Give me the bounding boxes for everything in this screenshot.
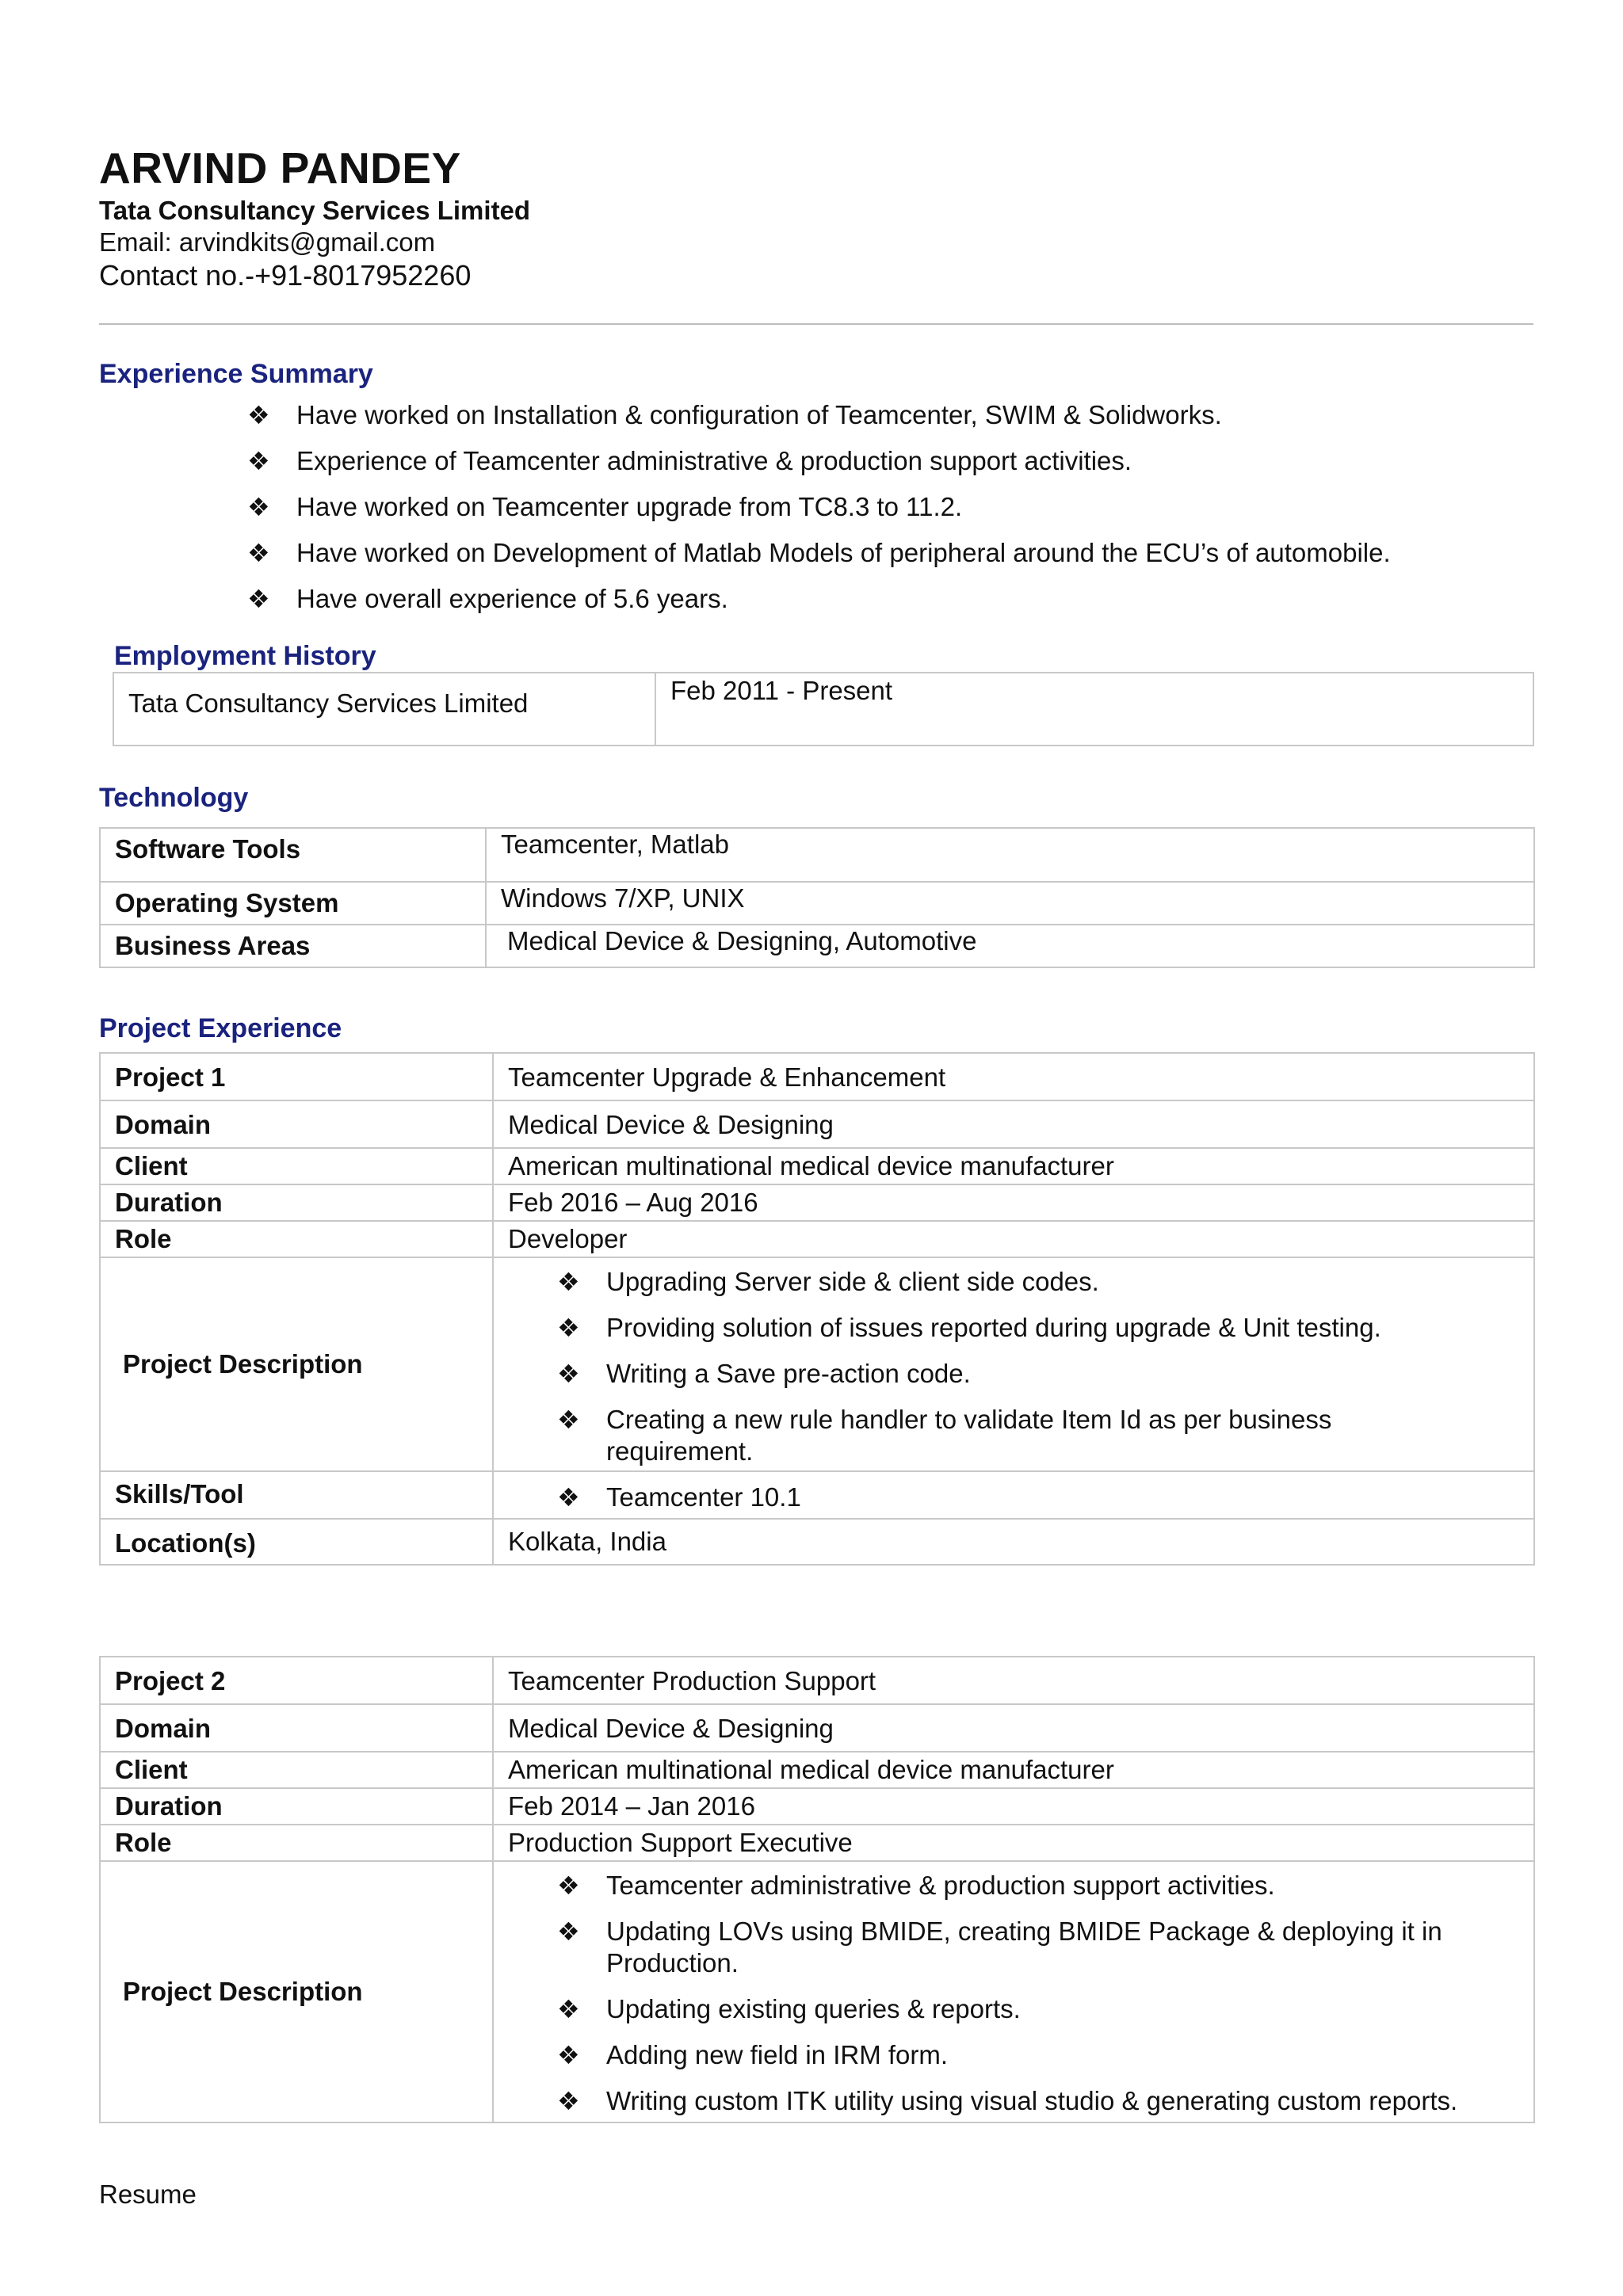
technology-label: Operating System [100,882,486,925]
table-row: Client American multinational medical device manufacturer [100,1148,1534,1184]
list-item: ❖ Updating existing queries & reports. [557,1994,1021,2023]
diamond-bullet-icon: ❖ [557,1268,580,1296]
technology-value: Medical Device & Designing, Automotive [486,925,1534,967]
list-item: ❖ Have worked on Teamcenter upgrade from TC8.3 to 11.2. [247,492,963,521]
email-line: Email: arvindkits@gmail.com [99,227,436,257]
table-row: Domain Medical Device & Designing [100,1100,1534,1148]
project-experience-title: Project Experience [99,1013,342,1043]
table-row: Duration Feb 2016 – Aug 2016 [100,1184,1534,1221]
list-item: ❖ Creating a new rule handler to validate Item Id as per business requirement. [557,1405,1332,1466]
list-item: ❖ Writing custom ITK utility using visual studio & generating custom reports. [557,2086,1458,2115]
project-1-table [99,1052,1535,1566]
diamond-bullet-icon: ❖ [557,2041,580,2069]
technology-label: Software Tools [100,828,486,882]
diamond-bullet-icon: ❖ [247,401,270,429]
diamond-bullet-icon: ❖ [557,1405,580,1434]
contact-line: Contact no.-+91-8017952260 [99,259,472,292]
table-row: Skills/Tool ❖ Teamcenter 10.1 [100,1471,1534,1519]
list-item: ❖ Writing a Save pre-action code. [557,1359,971,1388]
footer-label: Resume [99,2180,197,2209]
diamond-bullet-icon: ❖ [557,1483,580,1512]
diamond-bullet-icon: ❖ [247,585,270,613]
technology-value: Teamcenter, Matlab [486,828,1534,882]
technology-table [99,827,1535,968]
current-company: Tata Consultancy Services Limited [99,196,531,225]
technology-title: Technology [99,783,249,813]
employment-history-title: Employment History [114,641,376,671]
diamond-bullet-icon: ❖ [247,447,270,475]
project-1-skills-list [557,1482,1533,1513]
employment-period: Feb 2011 - Present [655,673,1533,746]
table-row: Project Description ❖ Teamcenter administrative & production support activities. ❖ Updating LOVs using BMIDE, creating BMIDE Package & deploying it in Production. ❖ Updating existing queries & reports. ❖ Adding new field in IRM form. ❖ Writing custom ITK utility using visual studio & generating custom reports. [100,1861,1534,2122]
list-item: ❖ Teamcenter administrative & production support activities. [557,1871,1275,1900]
header-divider [99,323,1533,325]
table-row: Role Production Support Executive [100,1825,1534,1861]
diamond-bullet-icon: ❖ [557,2087,580,2115]
table-row: Domain Medical Device & Designing [100,1704,1534,1752]
experience-summary-list [247,399,1531,629]
table-row: Role Developer [100,1221,1534,1257]
table-row [100,925,1534,967]
diamond-bullet-icon: ❖ [247,539,270,567]
list-item: ❖ Teamcenter 10.1 [557,1482,801,1512]
technology-label: Business Areas [100,925,486,967]
list-item: ❖ Have worked on Development of Matlab Models of peripheral around the ECU’s of automobile. [247,538,1391,567]
employer-name: Tata Consultancy Services Limited [113,673,655,746]
list-item: ❖ Upgrading Server side & client side codes. [557,1267,1099,1296]
technology-value: Windows 7/XP, UNIX [486,882,1534,925]
diamond-bullet-icon: ❖ [557,1871,580,1900]
project-2-description-list [557,1870,1533,2117]
diamond-bullet-icon: ❖ [247,493,270,521]
list-item: ❖ Have overall experience of 5.6 years. [247,584,728,613]
table-row: Project Description ❖ Upgrading Server side & client side codes. ❖ Providing solution of issues reported during upgrade & Unit testing. ❖ Writing a Save pre-action code. ❖ Creating a new rule handler to validate Item Id as per business requirement. [100,1257,1534,1471]
list-item: ❖ Providing solution of issues reported during upgrade & Unit testing. [557,1313,1381,1342]
list-item: ❖ Updating LOVs using BMIDE, creating BMIDE Package & deploying it in Production. [557,1917,1442,1978]
table-row [100,828,1534,882]
table-row: Location(s) Kolkata, India [100,1519,1534,1565]
employment-history-table [113,672,1534,746]
table-row [100,882,1534,925]
diamond-bullet-icon: ❖ [557,1995,580,2023]
table-row [113,673,1533,746]
diamond-bullet-icon: ❖ [557,1360,580,1388]
table-row: Duration Feb 2014 – Jan 2016 [100,1788,1534,1825]
list-item: ❖ Experience of Teamcenter administrative & production support activities. [247,446,1132,475]
table-row: Project 2 Teamcenter Production Support [100,1657,1534,1704]
list-item: ❖ Adding new field in IRM form. [557,2040,949,2069]
candidate-name: ARVIND PANDEY [99,143,461,193]
experience-summary-title: Experience Summary [99,359,373,389]
project-1-description-list [557,1266,1533,1467]
table-row: Project 1 Teamcenter Upgrade & Enhancement [100,1053,1534,1100]
diamond-bullet-icon: ❖ [557,1917,580,1946]
diamond-bullet-icon: ❖ [557,1314,580,1342]
table-row: Client American multinational medical device manufacturer [100,1752,1534,1788]
project-2-table [99,1656,1535,2123]
list-item: ❖ Have worked on Installation & configuration of Teamcenter, SWIM & Solidworks. [247,400,1222,429]
